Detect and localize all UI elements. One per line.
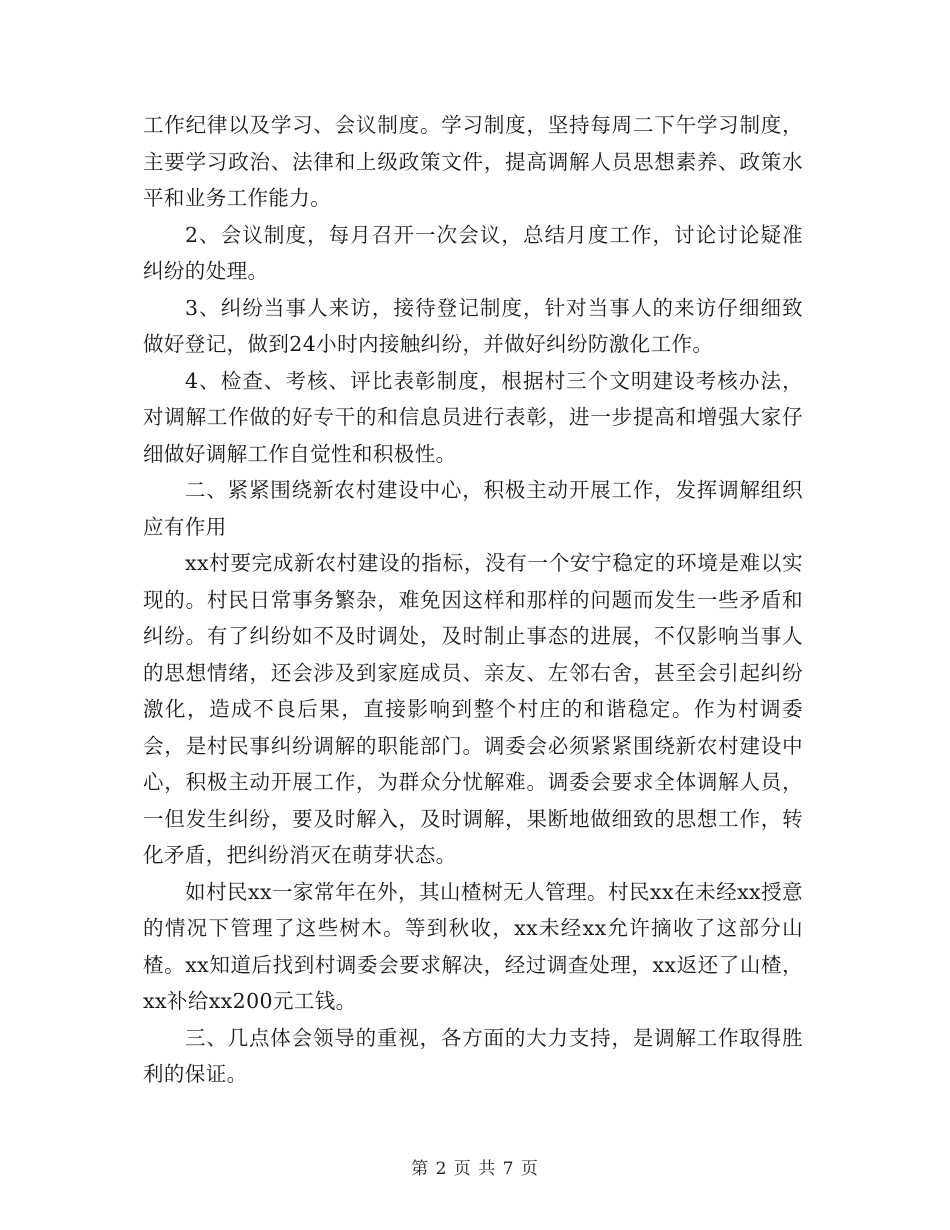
paragraph-3: 3、纠纷当事人来访，接待登记制度，针对当事人的来访仔细细致做好登记，做到24小时内接触纠纷，并做好纠纷防激化工作。: [143, 295, 803, 356]
paragraph-4: 4、检查、考核、评比表彰制度，根据村三个文明建设考核办法，对调解工作做的好专干的和信息员进行表彰，进一步提高和增强大家仔细做好调解工作自觉性和积极性。: [143, 368, 803, 466]
paragraph-6: xx村要完成新农村建设的指标，没有一个安宁稳定的环境是难以实现的。村民日常事务繁杂，难免因这样和那样的问题而发生一些矛盾和纠纷。有了纠纷如不及时调处，及时制止事态的进展，不仅影响当事人的思想情绪，还会涉及到家庭成员、亲友、左邻右舍，甚至会引起纠纷激化，造成不良后果，直接影响到整个村庄的和谐稳定。作为村调委会，是村民事纠纷调解的职能部门。调委会必须紧紧围绕新农村建设中心，积极主动开展工作，为群众分忧解难。调委会要求全体调解人员，一但发生纠纷，要及时解入，及时调解，果断地做细致的思想工作，转化矛盾，把纠纷消灭在萌芽状态。: [143, 551, 803, 867]
document-body: [143, 107, 803, 1093]
page-number-footer: 第 2 页 共 7 页: [411, 1159, 539, 1179]
paragraph-7: 如村民xx一家常年在外，其山楂树无人管理。村民xx在未经xx授意的情况下管理了这些树木。等到秋收，xx未经xx允许摘收了这部分山楂。xx知道后找到村调委会要求解决，经过调查处理，xx返还了山楂，xx补给xx200元工钱。: [143, 879, 803, 1013]
paragraph-1: 工作纪律以及学习、会议制度。学习制度，坚持每周二下午学习制度，主要学习政治、法律和上级政策文件，提高调解人员思想素养、政策水平和业务工作能力。: [143, 113, 803, 210]
section-heading-2: 二、紧紧围绕新农村建设中心，积极主动开展工作，发挥调解组织应有作用: [143, 478, 803, 539]
section-heading-3: 三、几点体会领导的重视，各方面的大力支持，是调解工作取得胜利的保证。: [143, 1025, 803, 1086]
paragraph-2: 2、会议制度，每月召开一次会议，总结月度工作，讨论讨论疑准纠纷的处理。: [143, 222, 803, 283]
